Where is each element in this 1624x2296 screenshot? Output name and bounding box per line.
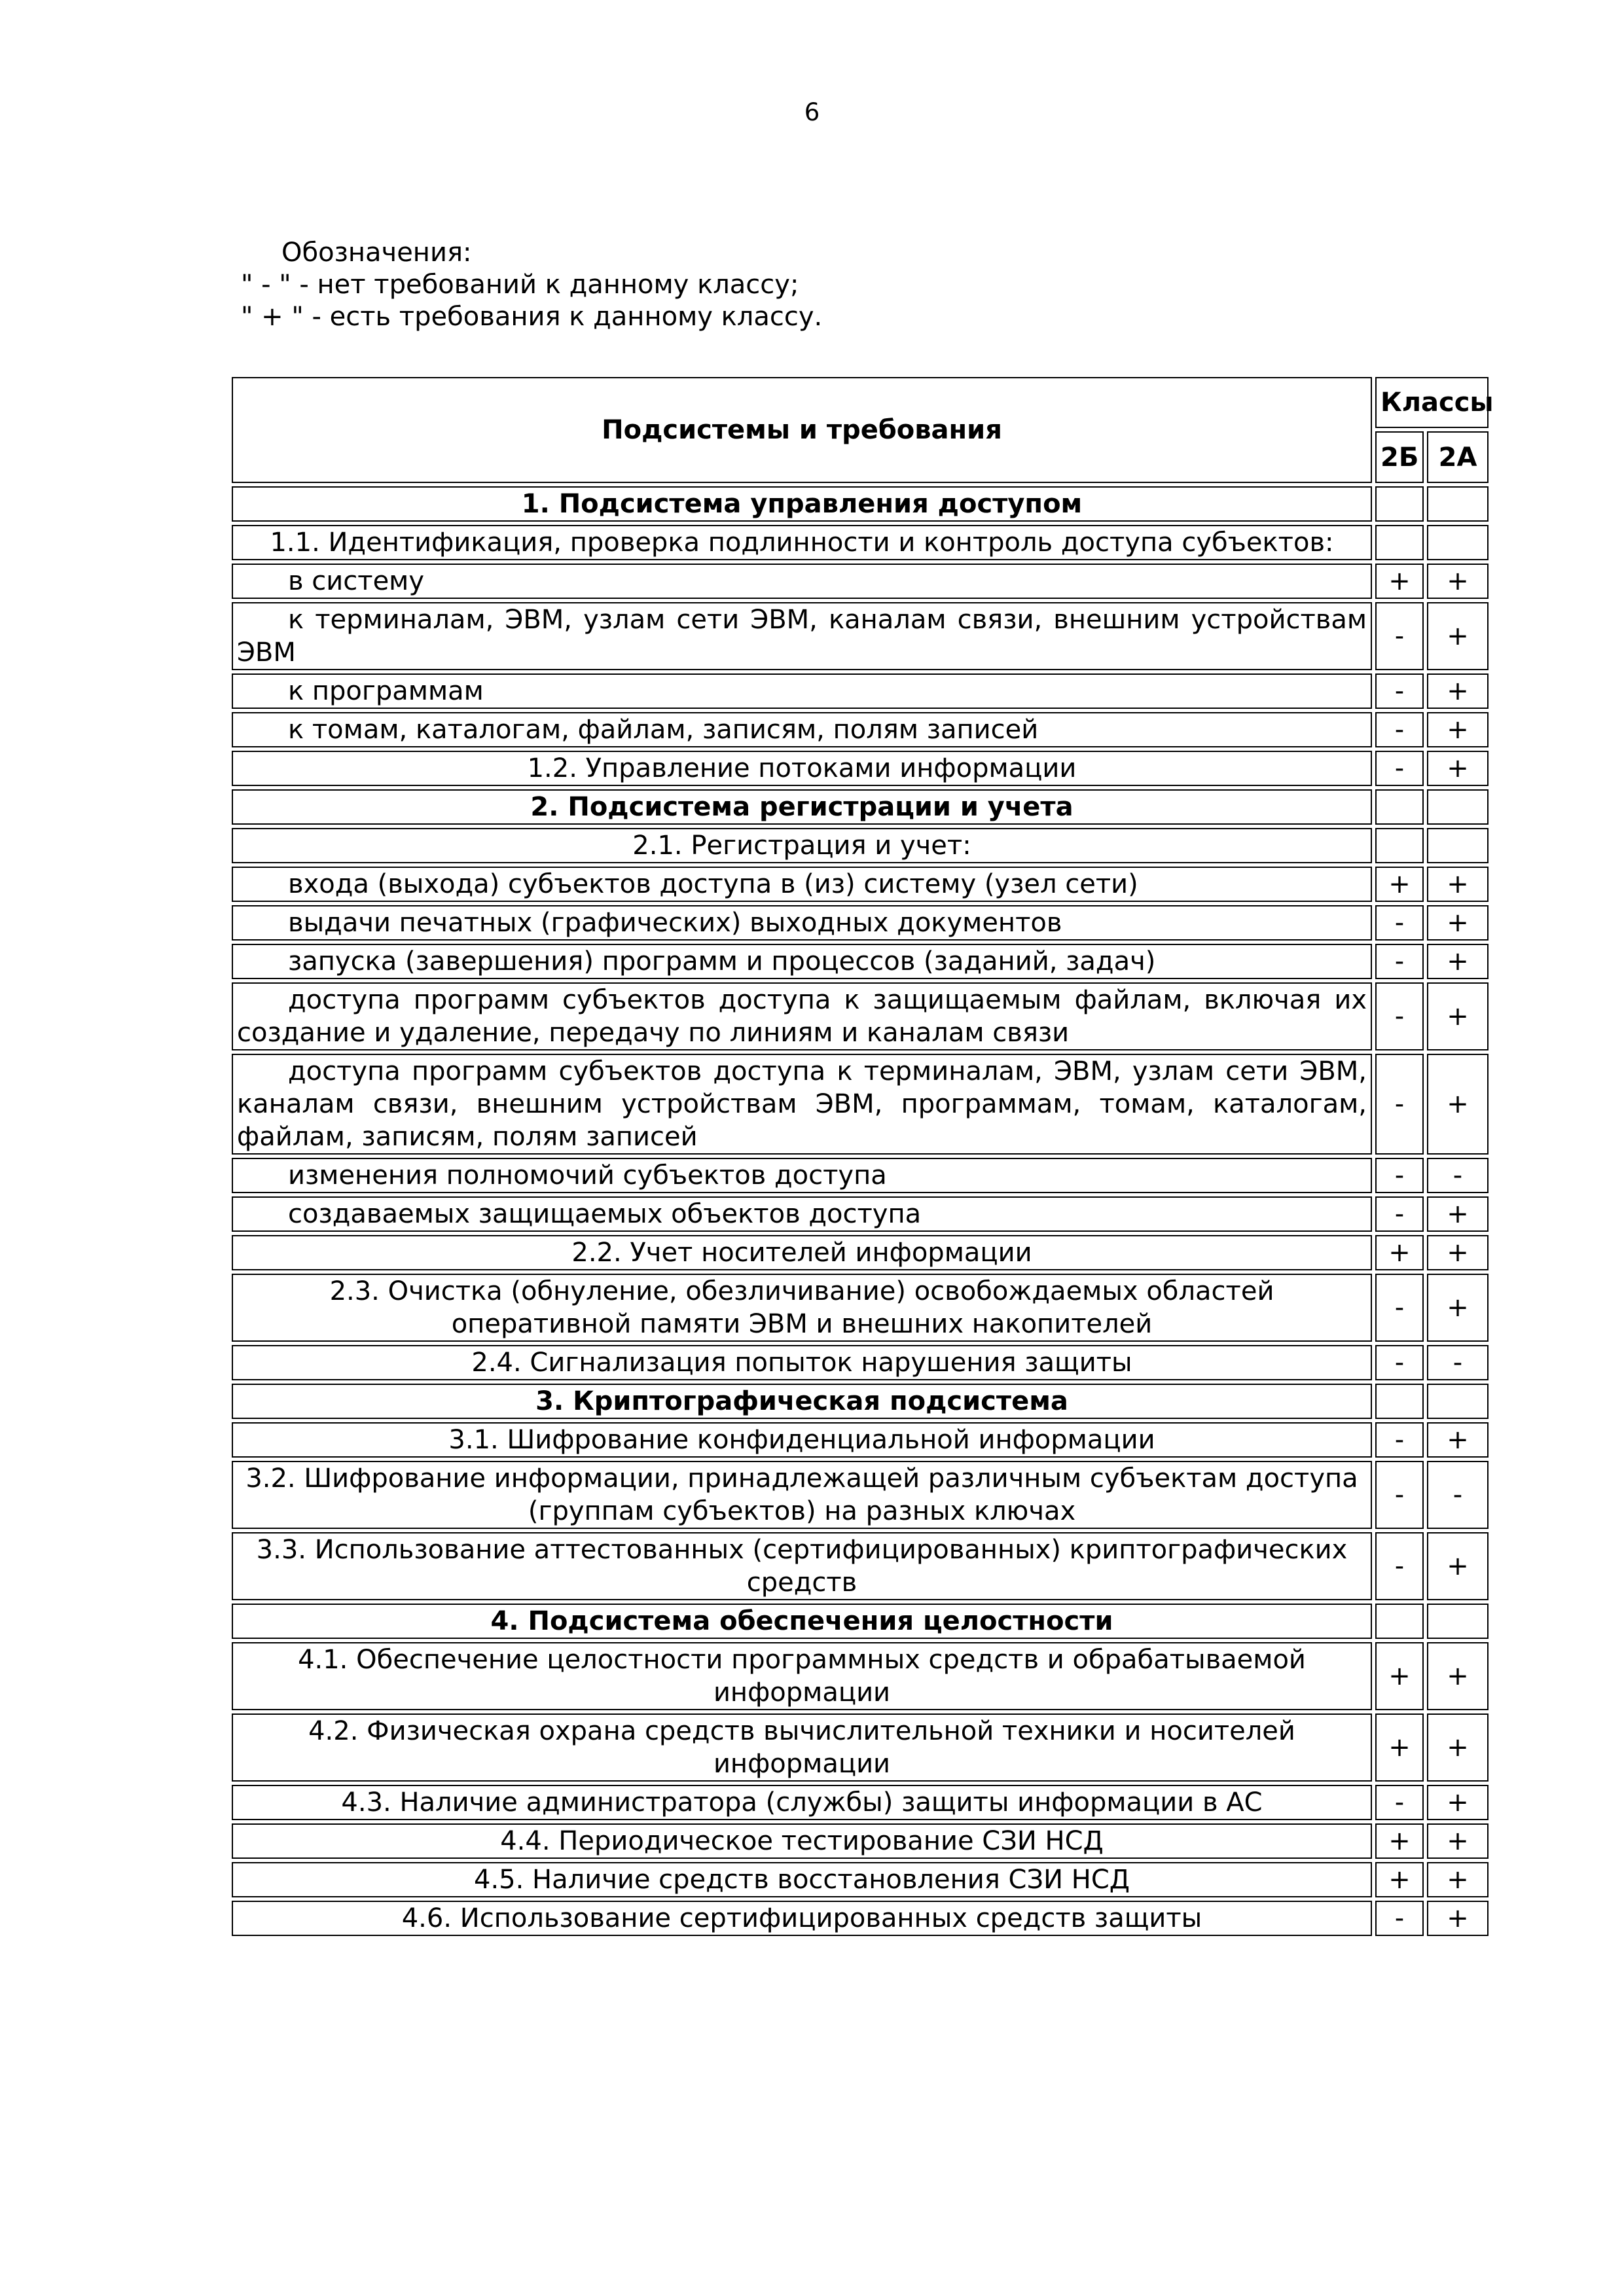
subsection-row: [232, 1532, 1489, 1600]
requirement-cell: выдачи печатных (графических) выходных документов: [232, 905, 1372, 941]
class-2a-cell: +: [1427, 751, 1489, 786]
requirement-cell: к программам: [232, 673, 1372, 709]
header-class-2a: 2А: [1427, 431, 1489, 483]
table-row: [232, 1158, 1489, 1193]
class-2a-cell: [1427, 789, 1489, 825]
class-2b-cell: -: [1375, 1158, 1424, 1193]
table-row: [232, 905, 1489, 941]
legend-plus: " + " - есть требования к данному классу.: [241, 302, 823, 332]
requirement-cell: доступа программ субъектов доступа к защищаемым файлам, включая их создание и удаление, передачу по линиям и каналам связи: [232, 982, 1372, 1050]
requirement-cell: к терминалам, ЭВМ, узлам сети ЭВМ, каналам связи, внешним устройствам ЭВМ: [232, 602, 1372, 670]
requirement-cell: 4.4. Периодическое тестирование СЗИ НСД: [232, 1823, 1372, 1859]
class-2a-cell: +: [1427, 1274, 1489, 1342]
requirement-cell: 2.1. Регистрация и учет:: [232, 828, 1372, 863]
table-row: [232, 944, 1489, 979]
class-2b-cell: [1375, 789, 1424, 825]
class-2a-cell: [1427, 486, 1489, 522]
class-2a-cell: +: [1427, 905, 1489, 941]
class-2b-cell: -: [1375, 673, 1424, 709]
class-2b-cell: -: [1375, 944, 1424, 979]
requirement-cell: входа (выхода) субъектов доступа в (из) систему (узел сети): [232, 867, 1372, 902]
requirement-cell: 2. Подсистема регистрации и учета: [232, 789, 1372, 825]
class-2a-cell: +: [1427, 982, 1489, 1050]
class-2a-cell: +: [1427, 712, 1489, 747]
requirement-cell: создаваемых защищаемых объектов доступа: [232, 1196, 1372, 1232]
class-2a-cell: +: [1427, 1862, 1489, 1897]
class-2a-cell: +: [1427, 602, 1489, 670]
subsection-row: [232, 1274, 1489, 1342]
class-2b-cell: -: [1375, 1461, 1424, 1529]
class-2b-cell: [1375, 486, 1424, 522]
table-row: [232, 602, 1489, 670]
class-2a-cell: +: [1427, 673, 1489, 709]
requirement-cell: изменения полномочий субъектов доступа: [232, 1158, 1372, 1193]
requirement-cell: 4.5. Наличие средств восстановления СЗИ НСД: [232, 1862, 1372, 1897]
requirement-cell: запуска (завершения) программ и процессов (заданий, задач): [232, 944, 1372, 979]
subsection-row: [232, 525, 1489, 560]
class-2a-cell: +: [1427, 867, 1489, 902]
class-2a-cell: +: [1427, 1054, 1489, 1155]
class-2a-cell: +: [1427, 1823, 1489, 1859]
class-2a-cell: +: [1427, 944, 1489, 979]
requirement-cell: 3.2. Шифрование информации, принадлежащей различным субъектам доступа (группам субъектов) на разных ключах: [232, 1461, 1372, 1529]
table-body: [232, 486, 1489, 1936]
class-2b-cell: -: [1375, 1422, 1424, 1458]
table-row: [232, 982, 1489, 1050]
legend-minus: " - " - нет требований к данному классу;: [241, 270, 799, 300]
class-2b-cell: +: [1375, 1823, 1424, 1859]
page-number: 6: [804, 98, 820, 126]
legend-title: Обозначения:: [281, 238, 472, 268]
class-2a-cell: +: [1427, 1196, 1489, 1232]
requirement-cell: 3. Криптографическая подсистема: [232, 1384, 1372, 1419]
class-2a-cell: +: [1427, 1532, 1489, 1600]
subsection-row: [232, 1862, 1489, 1897]
table-row: [232, 712, 1489, 747]
requirement-cell: доступа программ субъектов доступа к терминалам, ЭВМ, узлам сети ЭВМ, каналам связи, внешним устройствам ЭВМ, программам, томам, каталогам, файлам, записям, полям записей: [232, 1054, 1372, 1155]
class-2a-cell: +: [1427, 1785, 1489, 1820]
legend: [241, 237, 822, 333]
section-row: [232, 789, 1489, 825]
header-requirements: Подсистемы и требования: [232, 377, 1372, 483]
class-2b-cell: +: [1375, 1642, 1424, 1710]
header-class-2b: 2Б: [1375, 431, 1424, 483]
table-row: [232, 1054, 1489, 1155]
subsection-row: [232, 1345, 1489, 1380]
class-2a-cell: +: [1427, 1422, 1489, 1458]
requirement-cell: 1. Подсистема управления доступом: [232, 486, 1372, 522]
class-2a-cell: -: [1427, 1158, 1489, 1193]
subsection-row: [232, 1713, 1489, 1782]
class-2b-cell: -: [1375, 905, 1424, 941]
subsection-row: [232, 751, 1489, 786]
class-2b-cell: -: [1375, 751, 1424, 786]
requirement-cell: 1.2. Управление потоками информации: [232, 751, 1372, 786]
table-row: [232, 673, 1489, 709]
class-2b-cell: -: [1375, 1196, 1424, 1232]
class-2b-cell: -: [1375, 1274, 1424, 1342]
requirement-cell: к томам, каталогам, файлам, записям, полям записей: [232, 712, 1372, 747]
class-2a-cell: +: [1427, 1713, 1489, 1782]
class-2a-cell: [1427, 1604, 1489, 1639]
requirement-cell: 1.1. Идентификация, проверка подлинности и контроль доступа субъектов:: [232, 525, 1372, 560]
subsection-row: [232, 1823, 1489, 1859]
class-2b-cell: +: [1375, 867, 1424, 902]
requirement-cell: 2.3. Очистка (обнуление, обезличивание) освобождаемых областей оперативной памяти ЭВМ и внешних накопителей: [232, 1274, 1372, 1342]
class-2b-cell: [1375, 828, 1424, 863]
requirement-cell: 3.3. Использование аттестованных (сертифицированных) криптографических средств: [232, 1532, 1372, 1600]
table-row: [232, 867, 1489, 902]
requirement-cell: 4. Подсистема обеспечения целостности: [232, 1604, 1372, 1639]
requirement-cell: 4.1. Обеспечение целостности программных средств и обрабатываемой информации: [232, 1642, 1372, 1710]
subsection-row: [232, 1785, 1489, 1820]
class-2a-cell: +: [1427, 564, 1489, 599]
subsection-row: [232, 1422, 1489, 1458]
class-2b-cell: +: [1375, 1862, 1424, 1897]
class-2b-cell: -: [1375, 1785, 1424, 1820]
section-row: [232, 486, 1489, 522]
class-2a-cell: [1427, 1384, 1489, 1419]
requirement-cell: 4.6. Использование сертифицированных средств защиты: [232, 1901, 1372, 1936]
class-2b-cell: +: [1375, 1235, 1424, 1270]
subsection-row: [232, 828, 1489, 863]
class-2a-cell: [1427, 828, 1489, 863]
class-2b-cell: -: [1375, 982, 1424, 1050]
header-classes: Классы: [1375, 377, 1489, 428]
table-row: [232, 1196, 1489, 1232]
class-2b-cell: -: [1375, 1054, 1424, 1155]
class-2b-cell: +: [1375, 1713, 1424, 1782]
class-2a-cell: +: [1427, 1642, 1489, 1710]
requirement-cell: 4.3. Наличие администратора (службы) защиты информации в АС: [232, 1785, 1372, 1820]
class-2b-cell: -: [1375, 602, 1424, 670]
table-row: [232, 564, 1489, 599]
requirements-table: [228, 374, 1492, 1939]
class-2a-cell: +: [1427, 1235, 1489, 1270]
requirement-cell: 2.2. Учет носителей информации: [232, 1235, 1372, 1270]
class-2b-cell: [1375, 1384, 1424, 1419]
class-2b-cell: +: [1375, 564, 1424, 599]
class-2b-cell: -: [1375, 1345, 1424, 1380]
subsection-row: [232, 1642, 1489, 1710]
requirement-cell: 4.2. Физическая охрана средств вычислительной техники и носителей информации: [232, 1713, 1372, 1782]
class-2a-cell: [1427, 525, 1489, 560]
class-2a-cell: -: [1427, 1345, 1489, 1380]
class-2a-cell: -: [1427, 1461, 1489, 1529]
section-row: [232, 1384, 1489, 1419]
section-row: [232, 1604, 1489, 1639]
class-2b-cell: [1375, 525, 1424, 560]
subsection-row: [232, 1901, 1489, 1936]
requirement-cell: в систему: [232, 564, 1372, 599]
subsection-row: [232, 1461, 1489, 1529]
class-2b-cell: -: [1375, 712, 1424, 747]
requirement-cell: 3.1. Шифрование конфиденциальной информации: [232, 1422, 1372, 1458]
subsection-row: [232, 1235, 1489, 1270]
class-2b-cell: [1375, 1604, 1424, 1639]
requirement-cell: 2.4. Сигнализация попыток нарушения защиты: [232, 1345, 1372, 1380]
class-2a-cell: +: [1427, 1901, 1489, 1936]
class-2b-cell: -: [1375, 1901, 1424, 1936]
class-2b-cell: -: [1375, 1532, 1424, 1600]
